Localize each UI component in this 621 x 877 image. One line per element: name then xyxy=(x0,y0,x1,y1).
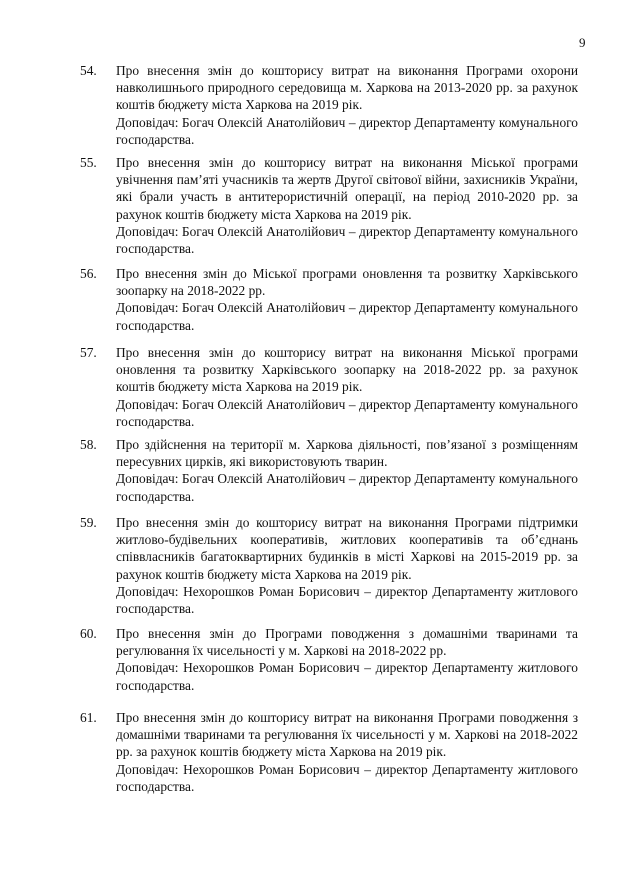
agenda-item-56 xyxy=(80,265,578,334)
item-number: 61. xyxy=(80,710,97,725)
item-title: Про внесення змін до кошторису витрат на виконання Міської програми увічнення пам’яті учасників та жертв Другої світової війни, захисників України, які брали участь в антитерористичній операції, на період 2010-2020 рр. за рахунок коштів бюджету міста Харкова на 2019 рік. xyxy=(116,155,578,222)
item-title: Про внесення змін до Програми поводження з домашніми тваринами та регулювання їх чисельності у м. Харкові на 2018-2022 рр. xyxy=(116,626,578,659)
agenda-item-57 xyxy=(80,344,578,430)
item-speaker: Доповідач: Нехорошков Роман Борисович – директор Департаменту житлового господарства. xyxy=(116,761,578,794)
item-speaker: Доповідач: Богач Олексій Анатолійович – директор Департаменту комунального господарства. xyxy=(116,471,578,504)
item-number: 55. xyxy=(80,155,97,170)
item-number: 56. xyxy=(80,266,97,281)
item-title: Про внесення змін до кошторису витрат на виконання Міської програми оновлення та розвитку Харківського зоопарку на 2018-2022 рр. за рахунок коштів бюджету міста Харкова на 2019 рік. xyxy=(116,345,578,395)
item-title: Про внесення змін до кошторису витрат на виконання Програми поводження з домашніми тваринами та регулювання їх чисельності у м. Харкові на 2018-2022 рр. за рахунок коштів бюджету міста Харкова на 2019 рік. xyxy=(116,710,578,760)
item-number: 60. xyxy=(80,626,97,641)
item-number: 54. xyxy=(80,63,97,78)
agenda-item-59 xyxy=(80,514,578,617)
item-number: 58. xyxy=(80,437,97,452)
item-speaker: Доповідач: Богач Олексій Анатолійович – директор Департаменту комунального господарства. xyxy=(116,223,578,257)
agenda-item-54 xyxy=(80,62,578,148)
item-number: 59. xyxy=(80,515,97,530)
item-title: Про внесення змін до кошторису витрат на виконання Програми підтримки житлово-будівельних кооперативів, житлових кооперативів та об’єднань співвласників багатоквартирних будинків в місті Харкові на 2015-2019 рр. за рахунок коштів бюджету міста Харкова на 2019 рік. xyxy=(116,515,578,582)
agenda-item-60 xyxy=(80,625,578,694)
item-title: Про внесення змін до Міської програми оновлення та розвитку Харківського зоопарку на 2018-2022 рр. xyxy=(116,266,578,299)
item-number: 57. xyxy=(80,345,97,360)
agenda-item-58 xyxy=(80,436,578,505)
item-speaker: Доповідач: Нехорошков Роман Борисович – директор Департаменту житлового господарства. xyxy=(116,583,578,617)
item-speaker: Доповідач: Богач Олексій Анатолійович – директор Департаменту комунального господарства. xyxy=(116,300,578,333)
item-title: Про здійснення на території м. Харкова діяльності, пов’язаної з розміщенням пересувних цирків, які використовують тварин. xyxy=(116,437,578,470)
item-speaker: Доповідач: Богач Олексій Анатолійович – директор Департаменту комунального господарства. xyxy=(116,396,578,429)
agenda-item-55 xyxy=(80,154,578,257)
item-speaker: Доповідач: Богач Олексій Анатолійович – директор Департаменту комунального господарства. xyxy=(116,114,578,147)
item-speaker: Доповідач: Нехорошков Роман Борисович – директор Департаменту житлового господарства. xyxy=(116,660,578,693)
item-title: Про внесення змін до кошторису витрат на виконання Програми охорони навколишнього природного середовища м. Харкова на 2013-2020 рр. за рахунок коштів бюджету міста Харкова на 2019 рік. xyxy=(116,63,578,113)
page-number: 9 xyxy=(579,35,586,50)
agenda-item-61 xyxy=(80,709,578,795)
